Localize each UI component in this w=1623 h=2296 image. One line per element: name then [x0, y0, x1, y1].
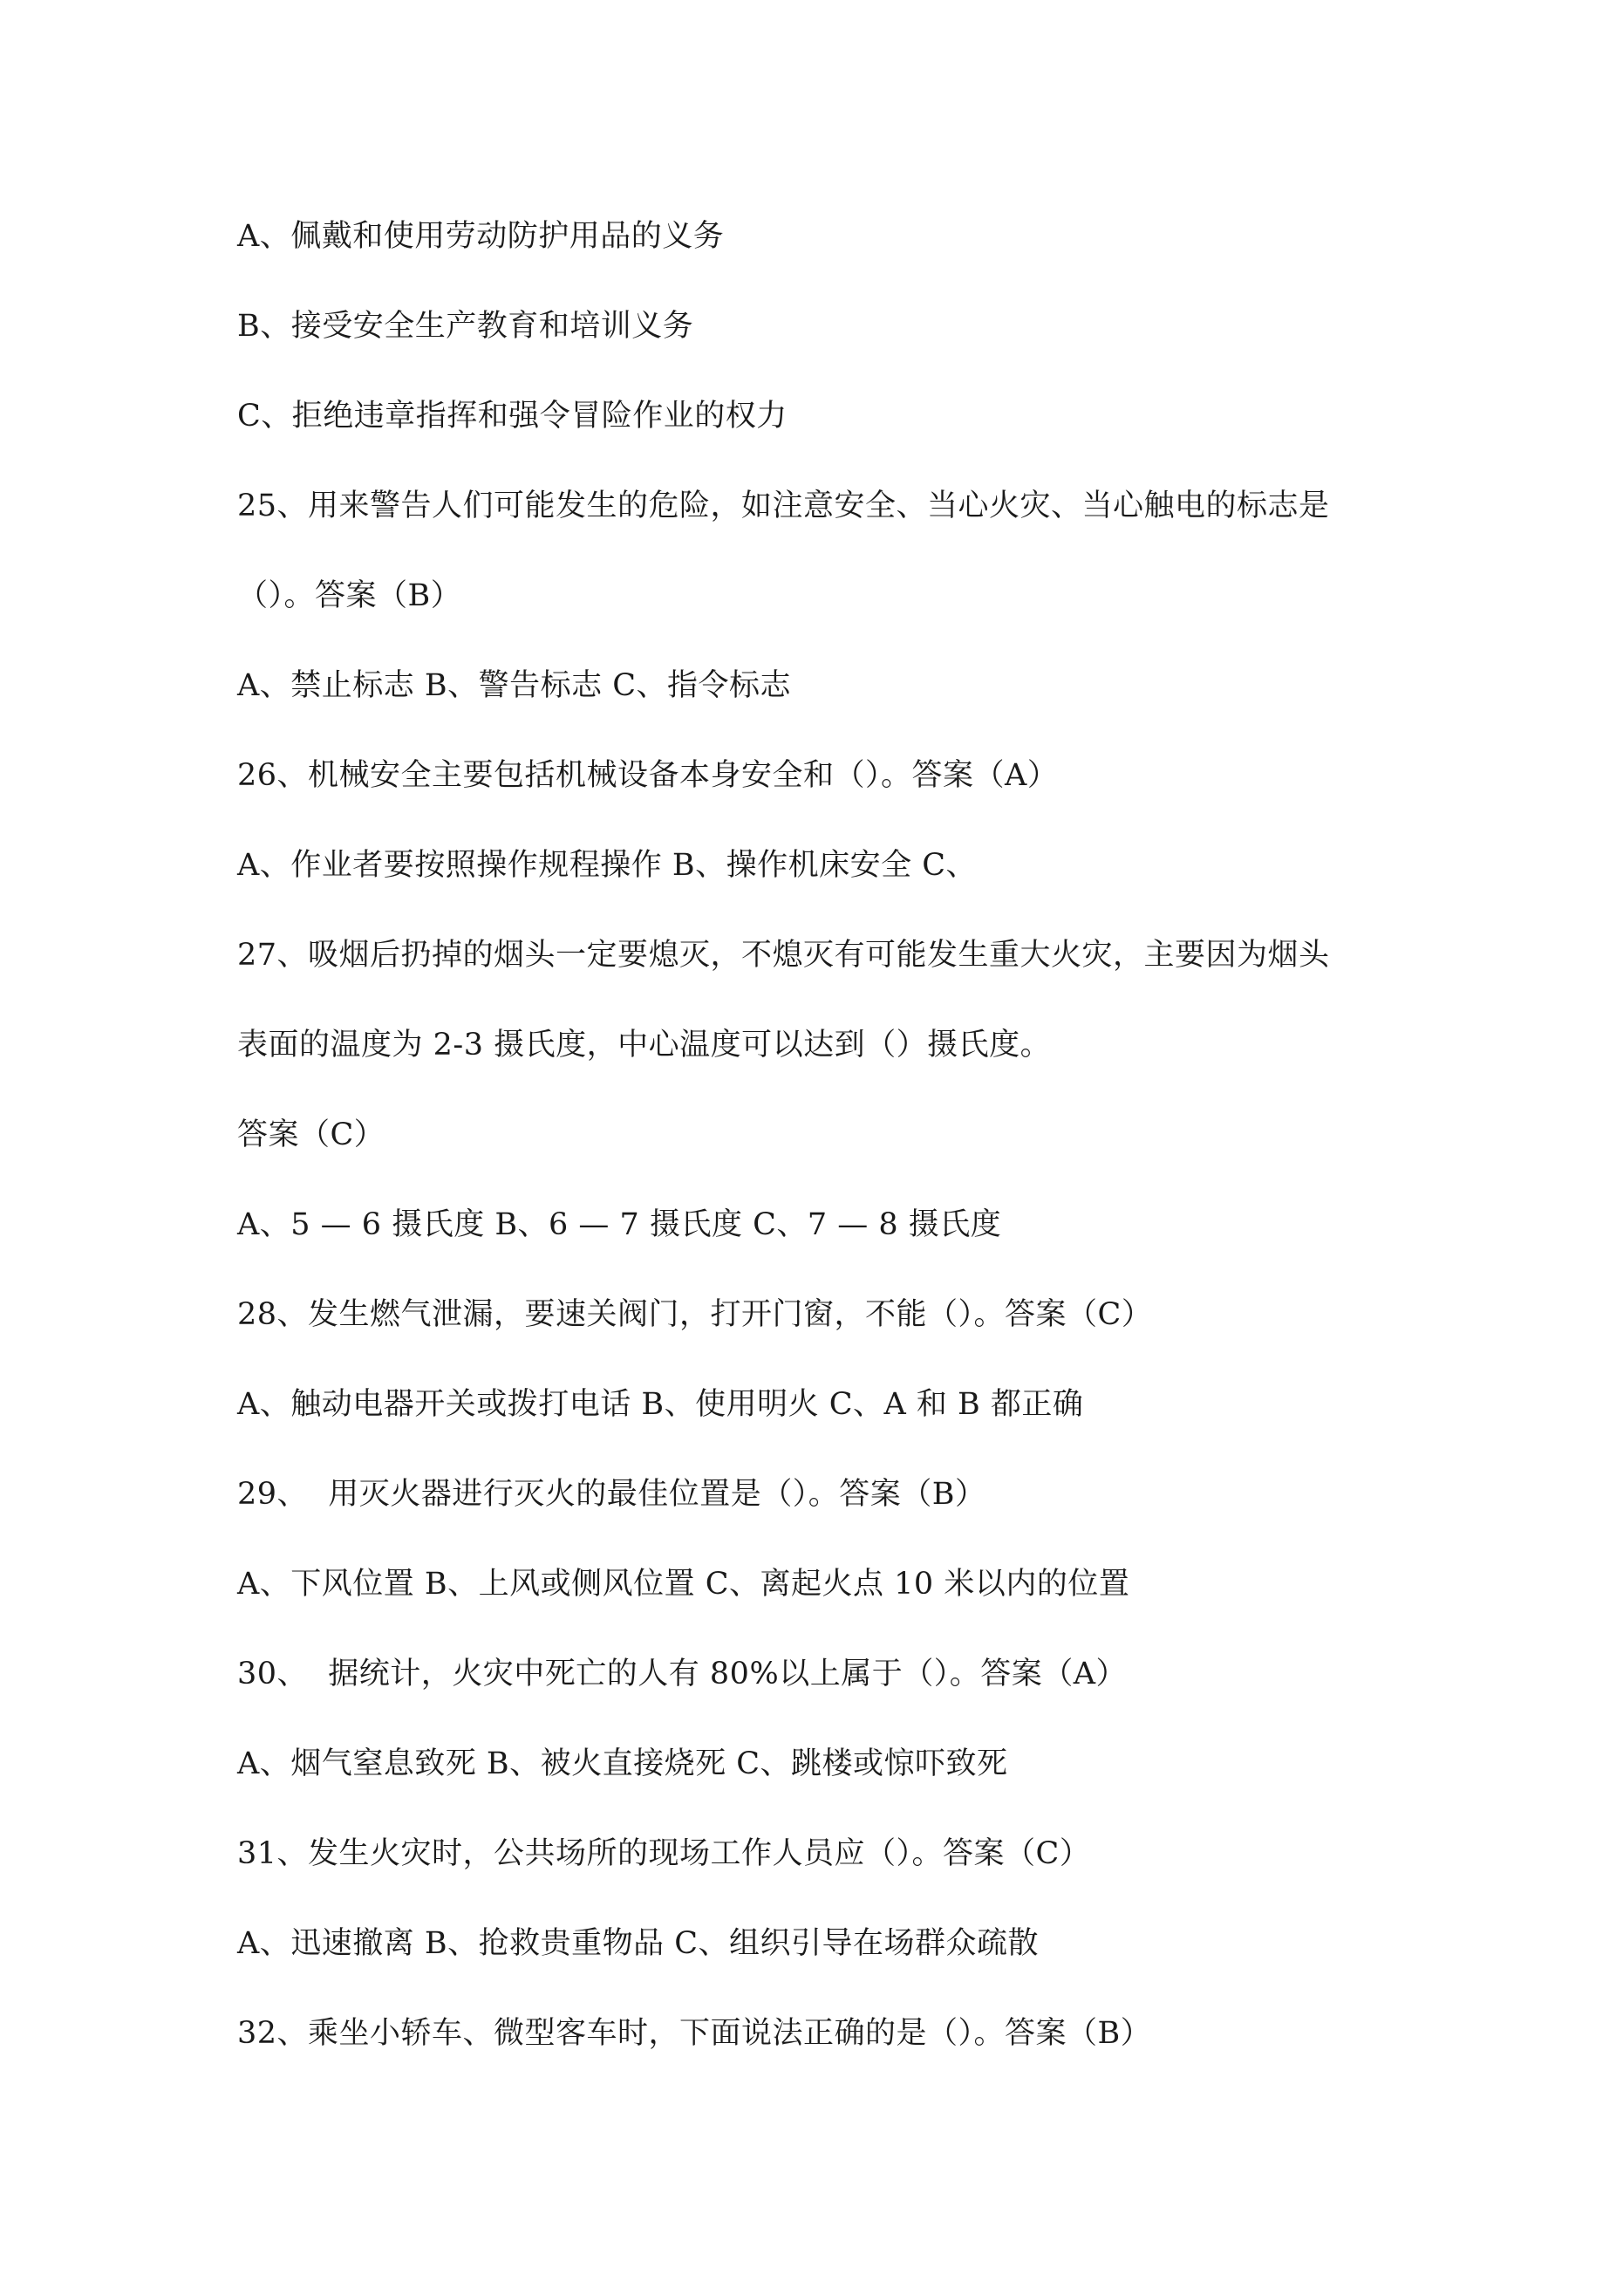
question-line: 30、 据统计，火灾中死亡的人有 80%以上属于（）。答案（A） — [237, 1657, 1127, 1691]
option-line: A、佩戴和使用劳动防护用品的义务 — [237, 219, 725, 254]
option-line: B、接受安全生产教育和培训义务 — [237, 309, 694, 344]
question-line: 25、用来警告人们可能发生的危险，如注意安全、当心火灾、当心触电的标志是 — [237, 489, 1330, 523]
question-line: 29、 用灭火器进行灭火的最佳位置是（）。答案（B） — [237, 1477, 986, 1512]
question-line: 26、机械安全主要包括机械设备本身安全和（）。答案（A） — [237, 758, 1059, 793]
question-line: 27、吸烟后扔掉的烟头一定要熄灭，不熄灭有可能发生重大火灾，主要因为烟头 — [237, 938, 1330, 973]
option-line: A、下风位置 B、上风或侧风位置 C、离起火点 10 米以内的位置 — [237, 1567, 1130, 1602]
answer-line: （）。答案（B） — [237, 578, 462, 613]
option-line: A、5 — 6 摄氏度 B、6 — 7 摄氏度 C、7 — 8 摄氏度 — [237, 1207, 1002, 1242]
question-list — [237, 210, 1406, 2097]
question-line: 31、发生火灾时，公共场所的现场工作人员应（）。答案（C） — [237, 1836, 1091, 1871]
option-line: A、迅速撤离 B、抢救贵重物品 C、组织引导在场群众疏散 — [237, 1926, 1040, 1961]
option-line: A、禁止标志 B、警告标志 C、指令标志 — [237, 668, 792, 703]
option-line: A、烟气窒息致死 B、被火直接烧死 C、跳楼或惊吓致死 — [237, 1746, 1008, 1781]
option-line: A、触动电器开关或拨打电话 B、使用明火 C、A 和 B 都正确 — [237, 1387, 1084, 1422]
question-line: 表面的温度为 2-3 摄氏度，中心温度可以达到（）摄氏度。 — [237, 1028, 1052, 1063]
question-line: 32、乘坐小轿车、微型客车时，下面说法正确的是（）。答案（B） — [237, 2016, 1152, 2051]
question-line: 28、发生燃气泄漏，要速关阀门，打开门窗，不能（）。答案（C） — [237, 1297, 1153, 1332]
option-line: A、作业者要按照操作规程操作 B、操作机床安全 C、 — [237, 848, 978, 883]
option-line: C、拒绝违章指挥和强令冒险作业的权力 — [237, 399, 788, 434]
answer-line: 答案（C） — [237, 1117, 385, 1152]
